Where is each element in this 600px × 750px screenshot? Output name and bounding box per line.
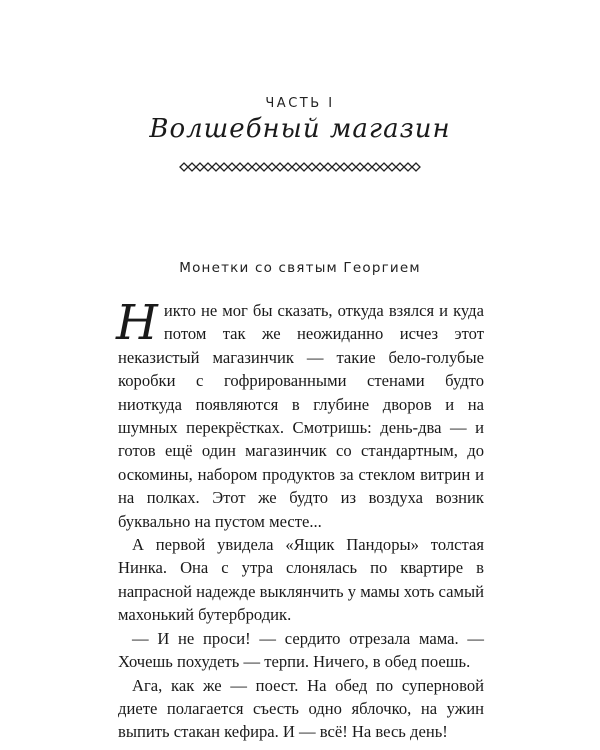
ornament-link [308, 163, 316, 171]
chapter-title: Монетки со святым Георгием [179, 260, 421, 276]
ornament-link [364, 163, 372, 171]
ornament-link [324, 163, 332, 171]
ornament-link [228, 163, 236, 171]
ornament-link [380, 163, 388, 171]
ornament-link [316, 163, 324, 171]
paragraph: — И не проси! — сердито отрезала мама. — Хочешь похудеть — терпи. Ничего, в обед поешь. [118, 628, 484, 672]
body-text [116, 295, 484, 744]
ornament-link [372, 163, 380, 171]
ornament-link [276, 163, 284, 171]
ornament-link [244, 163, 252, 171]
ornament-link [260, 163, 268, 171]
ornament-link [236, 163, 244, 171]
paragraph [116, 295, 484, 533]
ornament-link [180, 163, 188, 171]
ornament-link [300, 163, 308, 171]
paragraph: А первой увидела «Ящик Пандоры» толстая Нинка. Она с утра слонялась по квартире в напрасной надежде выклянчить у мамы хоть самый махонький бутербродик. [118, 535, 484, 625]
ornament-link [204, 163, 212, 171]
ornament-link [332, 163, 340, 171]
drop-cap: Н [116, 295, 158, 351]
ornament-link [356, 163, 364, 171]
ornament-link [292, 163, 300, 171]
ornament-link [252, 163, 260, 171]
paragraph: Ага, как же — поест. На обед по суперновой диете полагается съесть одно яблочко, на ужин выпить стакан кефира. И — всё! На весь день! [118, 675, 484, 742]
ornament-link [412, 163, 420, 171]
ornament-link [284, 163, 292, 171]
ornament-link [340, 163, 348, 171]
part-label: ЧАСТЬ I [265, 96, 335, 111]
ornament-link [220, 163, 228, 171]
ornament-link [404, 163, 412, 171]
paragraph-text: икто не мог бы сказать, откуда взялся и куда потом так же неожиданно исчез этот неказистый магазинчик — такие бело-голубые коробки с гофрированными стенами будто ниоткуда появляются в глубине дворов и на шумных перекрёстках. Смотришь: день-два — и готов ещё один магазинчик со стандартным, до оскомины, набором продуктов за стеклом витрин и на полках. Этот же будто из воздуха возник буквально на пустом месте... [118, 301, 484, 531]
part-title: Волшебный магазин [149, 114, 451, 144]
ornament-link [196, 163, 204, 171]
ornament-divider [176, 160, 424, 174]
ornament-link [212, 163, 220, 171]
ornament-link [268, 163, 276, 171]
ornament-link [388, 163, 396, 171]
ornament-link [348, 163, 356, 171]
ornament-link [396, 163, 404, 171]
ornament-link [188, 163, 196, 171]
